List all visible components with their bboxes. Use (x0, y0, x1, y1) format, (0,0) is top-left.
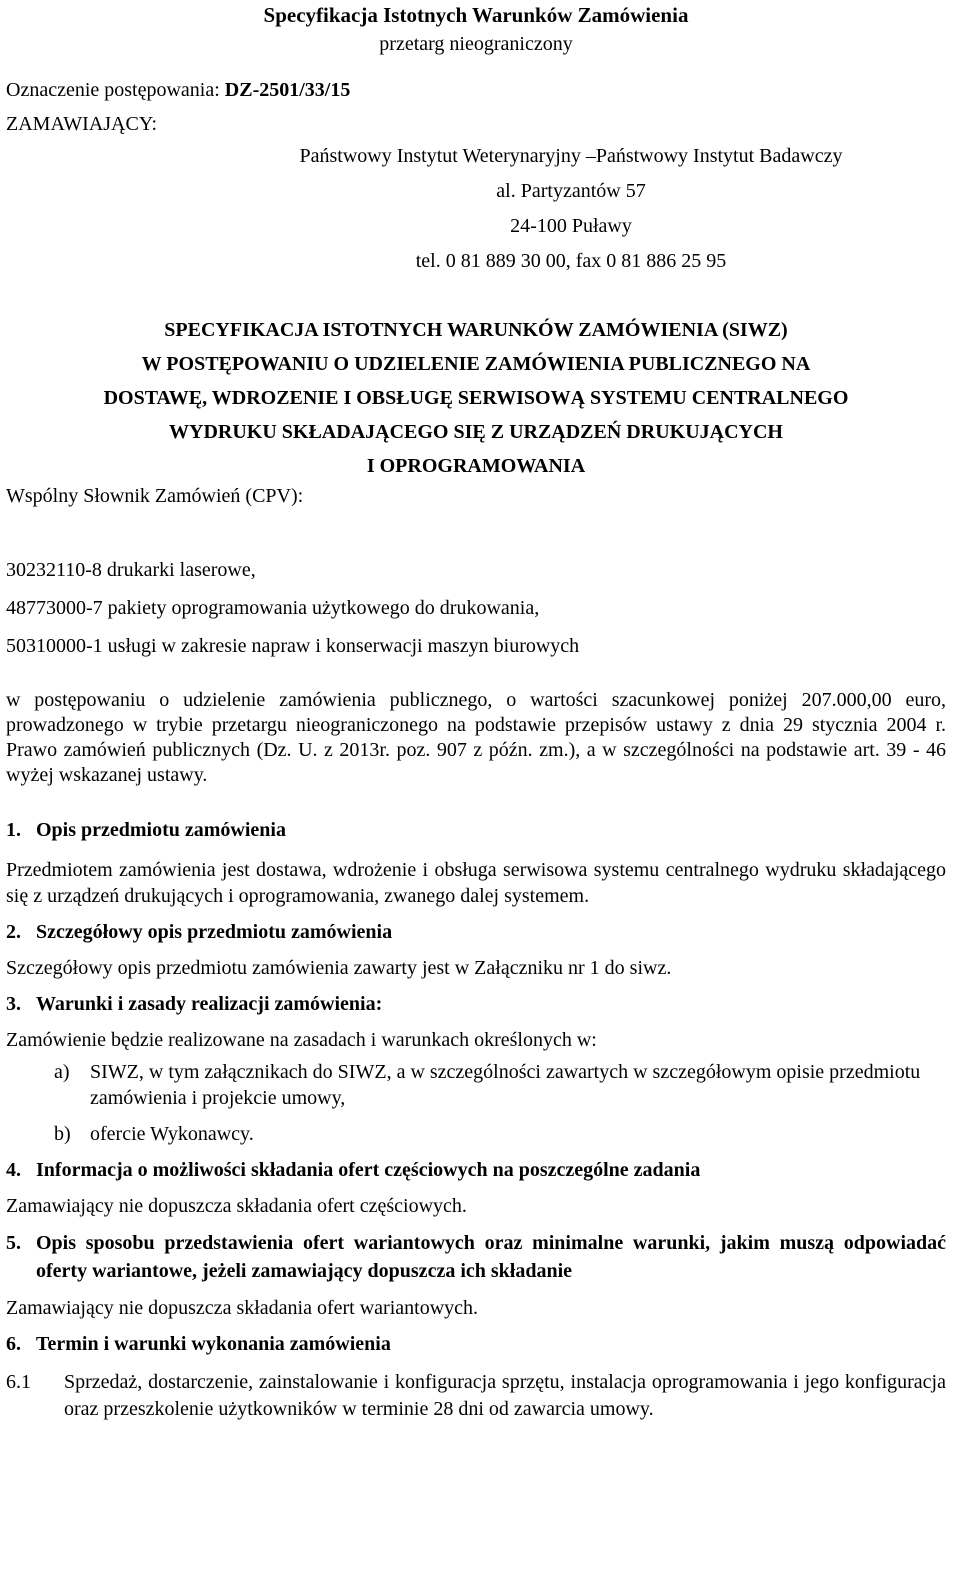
section-title: Warunki i zasady realizacji zamówienia: (36, 993, 383, 1016)
section-2-text: Szczegółowy opis przedmiotu zamówienia zawarty jest w Załączniku nr 1 do siwz. (6, 957, 672, 980)
section-6-1 (6, 1369, 946, 1423)
section-number: 1. (6, 819, 21, 842)
section-number: 3. (6, 993, 21, 1016)
client-label: ZAMAWIAJĄCY: (6, 113, 157, 136)
client-city: 24-100 Puławy (510, 215, 632, 238)
list-item (54, 1059, 946, 1111)
section-4-heading (6, 1157, 946, 1183)
section-3-list (6, 1059, 946, 1147)
reference-line (6, 77, 946, 103)
document-page (6, 0, 946, 1423)
section-6-heading (6, 1331, 946, 1357)
cpv-item: 50310000-1 usługi w zakresie napraw i konserwacji maszyn biurowych (6, 635, 580, 658)
section-4-text: Zamawiający nie dopuszcza składania ofert częściowych. (6, 1195, 467, 1218)
list-item-text: SIWZ, w tym załącznikach do SIWZ, a w szczególności zawartych w szczegółowym opisie przedmiotu zamówienia i projekcie umowy, (90, 1061, 921, 1110)
list-item (54, 1121, 946, 1147)
section-3-heading (6, 991, 946, 1017)
main-heading-line: W POSTĘPOWANIU O UDZIELENIE ZAMÓWIENIA PUBLICZNEGO NA (141, 353, 811, 376)
section-5-heading (6, 1229, 946, 1285)
section-number: 4. (6, 1159, 21, 1182)
main-heading-line: WYDRUKU SKŁADAJĄCEGO SIĘ Z URZĄDZEŃ DRUKUJĄCYCH (169, 421, 783, 444)
cpv-item: 30232110-8 drukarki laserowe, (6, 559, 256, 582)
client-phone: tel. 0 81 889 30 00, fax 0 81 886 25 95 (415, 250, 727, 273)
section-2-heading (6, 919, 946, 945)
main-heading (6, 313, 946, 483)
section-title: Szczegółowy opis przedmiotu zamówienia (36, 921, 393, 944)
reference-label: Oznaczenie postępowania: (6, 79, 220, 102)
intro-paragraph: w postępowaniu o udzielenie zamówienia publicznego, o wartości szacunkowej poniżej 207.000,00 euro, prowadzonego w trybie przetargu nieograniczonego na podstawie przepisów ustawy z dnia 29 stycznia 2004 r. Prawo zamówień publicznych (Dz. U. z 2013r. poz. 907 z późn. zm.), a w szczególności na podstawie art. 39 - 46 wyżej wskazanej ustawy. (6, 689, 946, 787)
cpv-list (6, 551, 946, 665)
section-number: 6. (6, 1333, 21, 1356)
client-name: Państwowy Instytut Weterynaryjny –Państwowy Instytut Badawczy (299, 145, 843, 168)
document-subtitle: przetarg nieograniczony (379, 33, 573, 56)
cpv-item: 48773000-7 pakiety oprogramowania użytkowego do drukowania, (6, 597, 540, 620)
reference-value: DZ-2501/33/15 (224, 79, 351, 102)
section-title: Opis przedmiotu zamówienia (36, 819, 286, 842)
main-heading-line: I OPROGRAMOWANIA (366, 455, 586, 478)
section-1-heading (6, 817, 946, 843)
subsection-text: Sprzedaż, dostarczenie, zainstalowanie i konfiguracja sprzętu, instalacja oprogramowania i jego konfiguracja oraz przeszkolenie użytkowników w terminie 28 dni od zawarcia umowy. (64, 1371, 946, 1421)
client-street: al. Partyzantów 57 (496, 180, 646, 203)
list-item-label: b) (54, 1123, 71, 1146)
subsection-number: 6.1 (6, 1371, 31, 1394)
section-title: Termin i warunki wykonania zamówienia (36, 1333, 391, 1356)
section-5-text: Zamawiający nie dopuszcza składania ofert wariantowych. (6, 1297, 479, 1320)
list-item-text: ofercie Wykonawcy. (90, 1123, 254, 1146)
section-number: 2. (6, 921, 21, 944)
section-title: Opis sposobu przedstawienia ofert wariantowych oraz minimalne warunki, jakim muszą odpowiadać oferty wariantowe, jeżeli zamawiający dopuszcza ich składanie (36, 1232, 946, 1283)
section-number: 5. (6, 1232, 21, 1255)
section-title: Informacja o możliwości składania ofert częściowych na poszczególne zadania (36, 1159, 701, 1182)
main-heading-line: DOSTAWĘ, WDROZENIE I OBSŁUGĘ SERWISOWĄ SYSTEMU CENTRALNEGO (103, 387, 849, 410)
section-3-text: Zamówienie będzie realizowane na zasadach i warunkach określonych w: (6, 1029, 597, 1052)
cpv-label: Wspólny Słownik Zamówień (CPV): (6, 485, 304, 508)
client-address (6, 139, 946, 279)
document-title: Specyfikacja Istotnych Warunków Zamówienia (263, 3, 689, 27)
list-item-label: a) (54, 1061, 70, 1084)
main-heading-line: SPECYFIKACJA ISTOTNYCH WARUNKÓW ZAMÓWIENIA (SIWZ) (164, 319, 788, 342)
section-1-text: Przedmiotem zamówienia jest dostawa, wdrożenie i obsługa serwisowa systemu centralnego wydruku składającego się z urządzeń drukujących i oprogramowania, zwanego dalej systemem. (6, 859, 946, 908)
